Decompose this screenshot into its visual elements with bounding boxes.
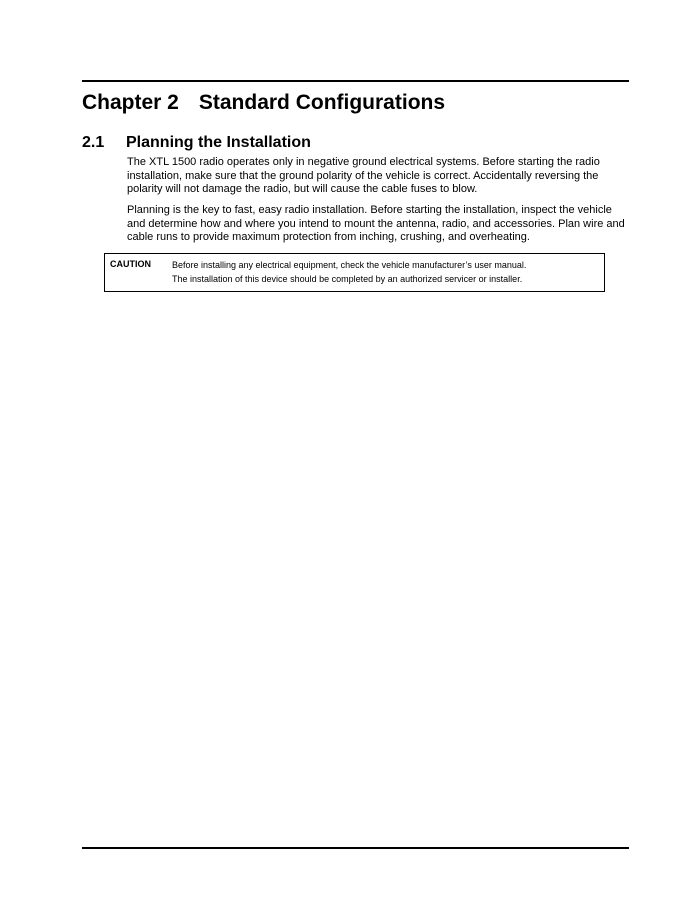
section-number: 2.1 — [82, 134, 105, 151]
section-title: Planning the Installation — [126, 134, 311, 151]
chapter-name: Standard Configurations — [198, 91, 446, 114]
body-paragraph: Planning is the key to fast, easy radio installation. Before starting the installation, inspect the vehicle and determine how and where you intend to mount the antenna, radio, and accessories. Plan wire and cable runs to provide maximum protection from inching, crushing, and overheating. — [127, 204, 625, 243]
chapter-number: Chapter 2 — [82, 91, 179, 114]
footer-rule — [82, 847, 629, 849]
header-rule — [82, 80, 629, 82]
caution-label: CAUTION — [110, 259, 151, 269]
caution-line: The installation of this device should be completed by an authorized servicer or installer. — [172, 274, 523, 284]
caution-line: Before installing any electrical equipment, check the vehicle manufacturer’s user manual. — [172, 260, 527, 270]
body-paragraph: The XTL 1500 radio operates only in negative ground electrical systems. Before starting the radio installation, make sure that the ground polarity of the vehicle is correct. Accidentally reversing the polarity will not damage the radio, but will cause the cable fuses to blow. — [127, 156, 600, 195]
caution-box — [104, 253, 605, 292]
section-heading — [82, 133, 311, 153]
caution-text — [172, 258, 526, 286]
chapter-title — [82, 90, 445, 116]
